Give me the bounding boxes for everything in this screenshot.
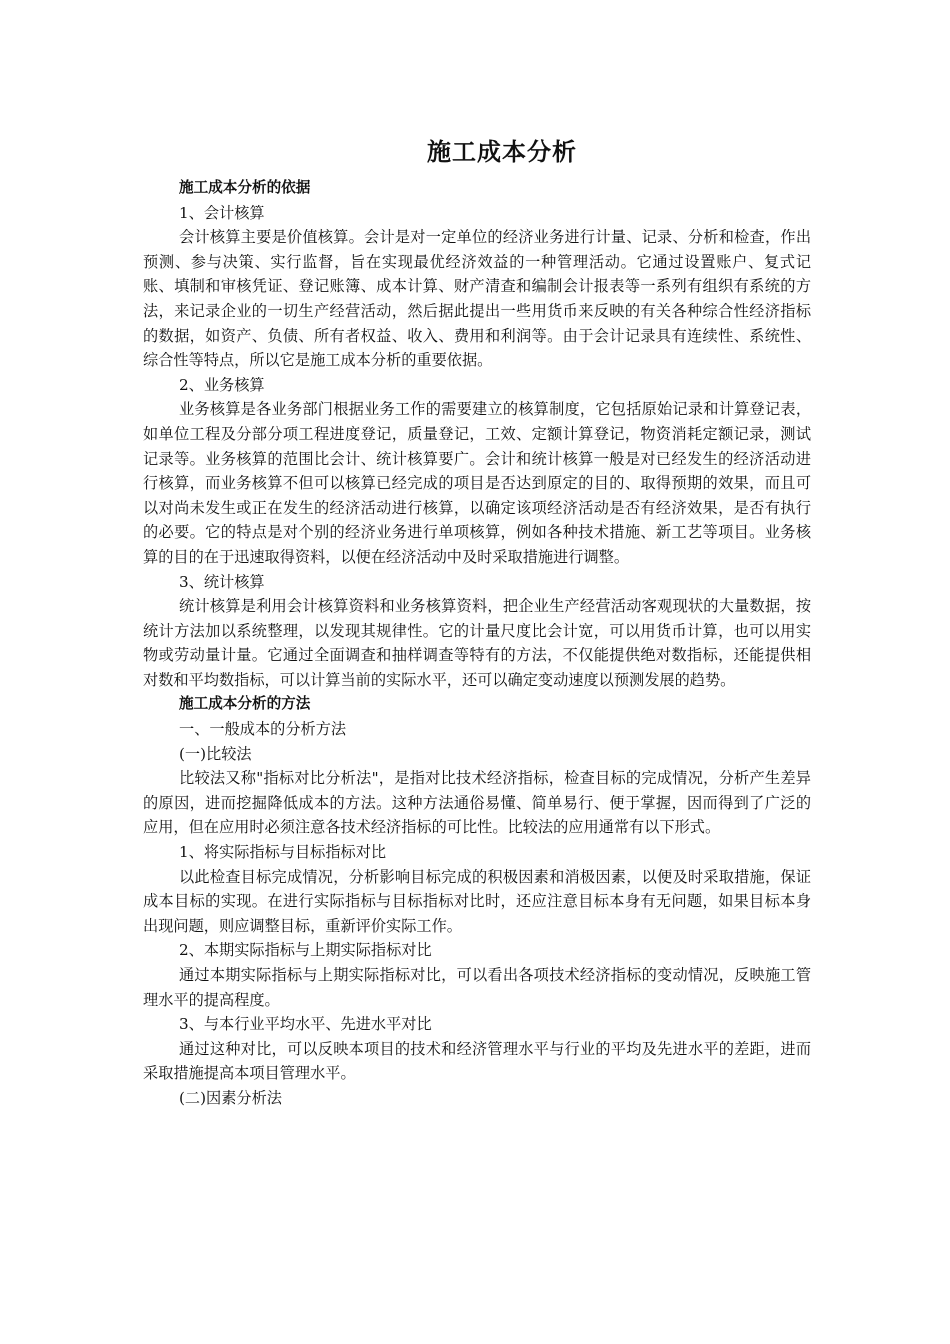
- subheading: (一)比较法: [179, 744, 252, 763]
- subheading: 一、一般成本的分析方法: [179, 720, 347, 739]
- subheading: 2、本期实际指标与上期实际指标对比: [179, 941, 432, 960]
- subheading: (二)因素分析法: [179, 1088, 282, 1107]
- paragraph: 通过本期实际指标与上期实际指标对比，可以看出各项技术经济指标的变动情况，反映施工管理水平的提高程度。: [143, 966, 811, 1009]
- section-heading: 施工成本分析的依据: [179, 179, 311, 196]
- subheading: 2、业务核算: [179, 375, 265, 394]
- paragraph: 会计核算主要是价值核算。会计是对一定单位的经济业务进行计量、记录、分析和检查，作出预测、参与决策、实行监督，旨在实现最优经济效益的一种管理活动。它通过设置账户、复式记账、填制和审核凭证、登记账簿、成本计算、财产清查和编制会计报表等一系列有组织有系统的方法，来记录企业的一切生产经营活动，然后据此提出一些用货币来反映的有关各种综合性经济指标的数据，如资产、负债、所有者权益、收入、费用和利润等。由于会计记录具有连续性、系统性、综合性等特点，所以它是施工成本分析的重要依据。: [143, 228, 811, 370]
- paragraph: 业务核算是各业务部门根据业务工作的需要建立的核算制度，它包括原始记录和计算登记表，如单位工程及分部分项工程进度登记，质量登记，工效、定额计算登记，物资消耗定额记录，测试记录等。业务核算的范围比会计、统计核算要广。会计和统计核算一般是对已经发生的经济活动进行核算，而业务核算不但可以核算已经完成的项目是否达到原定的目的、取得预期的效果，而且可以对尚未发生或正在发生的经济活动进行核算，以确定该项经济活动是否有经济效果，是否有执行的必要。它的特点是对个别的经济业务进行单项核算，例如各种技术措施、新工艺等项目。业务核算的目的在于迅速取得资料，以便在经济活动中及时采取措施进行调整。: [143, 400, 811, 566]
- paragraph: 通过这种对比，可以反映本项目的技术和经济管理水平与行业的平均及先进水平的差距，进而采取措施提高本项目管理水平。: [143, 1039, 811, 1083]
- paragraph: 统计核算是利用会计核算资料和业务核算资料，把企业生产经营活动客观现状的大量数据，按统计方法加以系统整理，以发现其规律性。它的计量尺度比会计宽，可以用货币计算，也可以用实物或劳动量计量。它通过全面调查和抽样调查等特有的方法，不仅能提供绝对数指标，还能提供相对数和平均数指标，可以计算当前的实际水平，还可以确定变动速度以预测发展的趋势。: [143, 597, 811, 689]
- section-heading: 施工成本分析的方法: [179, 695, 311, 713]
- document-body: [143, 132, 811, 1111]
- page-title: 施工成本分析: [427, 138, 577, 166]
- subheading: 1、会计核算: [179, 203, 265, 222]
- paragraph: 比较法又称"指标对比分析法"，是指对比技术经济指标，检查目标的完成情况，分析产生差异的原因，进而挖掘降低成本的方法。这种方法通俗易懂、简单易行、便于掌握，因而得到了广泛的应用，但在应用时必须注意各技术经济指标的可比性。比较法的应用通常有以下形式。: [143, 769, 811, 837]
- paragraph: 以此检查目标完成情况，分析影响目标完成的积极因素和消极因素，以便及时采取措施，保证成本目标的实现。在进行实际指标与目标指标对比时，还应注意目标本身有无问题，如果目标本身出现问题，则应调整目标，重新评价实际工作。: [143, 867, 811, 935]
- subheading: 1、将实际指标与目标指标对比: [179, 843, 387, 862]
- subheading: 3、与本行业平均水平、先进水平对比: [179, 1015, 432, 1034]
- subheading: 3、统计核算: [179, 572, 265, 591]
